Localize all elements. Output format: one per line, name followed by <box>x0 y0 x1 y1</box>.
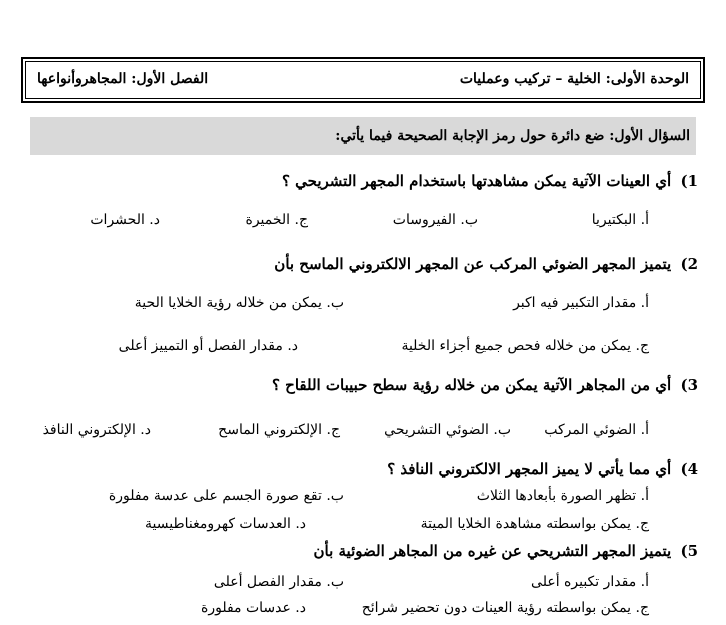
q4-option-d: د. العدسات كهرومغناطيسية <box>145 516 306 532</box>
header-box <box>21 57 705 103</box>
question-4 <box>387 460 698 478</box>
q3-option-c: ج. الإلكتروني الماسح <box>218 422 340 438</box>
q2-option-a: أ. مقدار التكبير فيه اكبر <box>513 295 649 311</box>
q3-option-b: ب. الضوئي التشريحي <box>384 422 511 438</box>
question-5-text: يتميز المجهر التشريحي عن غيره من المجاهر الضوئية بأن <box>313 542 672 560</box>
q2-option-b: ب. يمكن من خلاله رؤية الخلايا الحية <box>134 295 344 311</box>
q1-option-c: ج. الخميرة <box>245 212 308 228</box>
question-1 <box>282 172 698 190</box>
question-4-number: 4) <box>680 460 698 478</box>
question-3 <box>272 376 698 394</box>
q2-option-c: ج. يمكن من خلاله فحص جميع أجزاء الخلية <box>401 338 649 354</box>
q4-option-c: ج. يمكن بواسطته مشاهدة الخلايا الميتة <box>420 516 649 532</box>
q3-option-d: د. الإلكتروني النافذ <box>42 422 151 438</box>
q5-option-b: ب. مقدار الفصل أعلى <box>213 574 344 590</box>
q5-option-d: د. عدسات مفلورة <box>200 600 306 616</box>
q1-option-d: د. الحشرات <box>90 212 160 228</box>
question-2 <box>274 255 698 273</box>
q4-option-b: ب. تقع صورة الجسم على عدسة مفلورة <box>108 488 344 504</box>
q5-option-c: ج. يمكن بواسطته رؤية العينات دون تحضير شرائح <box>361 600 649 616</box>
question-5 <box>314 542 698 560</box>
question-3-text: أي من المجاهر الآتية يمكن من خلاله رؤية سطح حبيبات اللقاح ؟ <box>271 376 672 394</box>
question-1-text: أي العينات الآتية يمكن مشاهدتها باستخدام المجهر التشريحي ؟ <box>281 172 672 190</box>
question-3-number: 3) <box>680 376 698 394</box>
question-4-text: أي مما يأتي لا يميز المجهر الالكتروني النافذ ؟ <box>387 460 672 478</box>
question-5-number: 5) <box>680 542 698 560</box>
question-1-number: 1) <box>680 172 698 190</box>
q1-option-b: ب. الفيروسات <box>392 212 478 228</box>
chapter-title: الفصل الأول: المجاهروأنواعها <box>37 71 209 87</box>
question-instruction: السؤال الأول: ضع دائرة حول رمز الإجابة الصحيحة فيما يأتي: <box>30 117 696 155</box>
q3-option-a: أ. الضوئي المركب <box>544 422 649 438</box>
unit-title: الوحدة الأولى: الخلية – تركيب وعمليات <box>459 71 689 87</box>
q4-option-a: أ. تظهر الصورة بأبعادها الثلاث <box>476 488 649 504</box>
q2-option-d: د. مقدار الفصل أو التمييز أعلى <box>118 338 298 354</box>
question-2-text: يتميز المجهر الضوئي المركب عن المجهر الالكتروني الماسح بأن <box>274 255 672 273</box>
q1-option-a: أ. البكتيريا <box>591 212 649 228</box>
question-2-number: 2) <box>680 255 698 273</box>
q5-option-a: أ. مقدار تكبيره أعلى <box>531 574 649 590</box>
